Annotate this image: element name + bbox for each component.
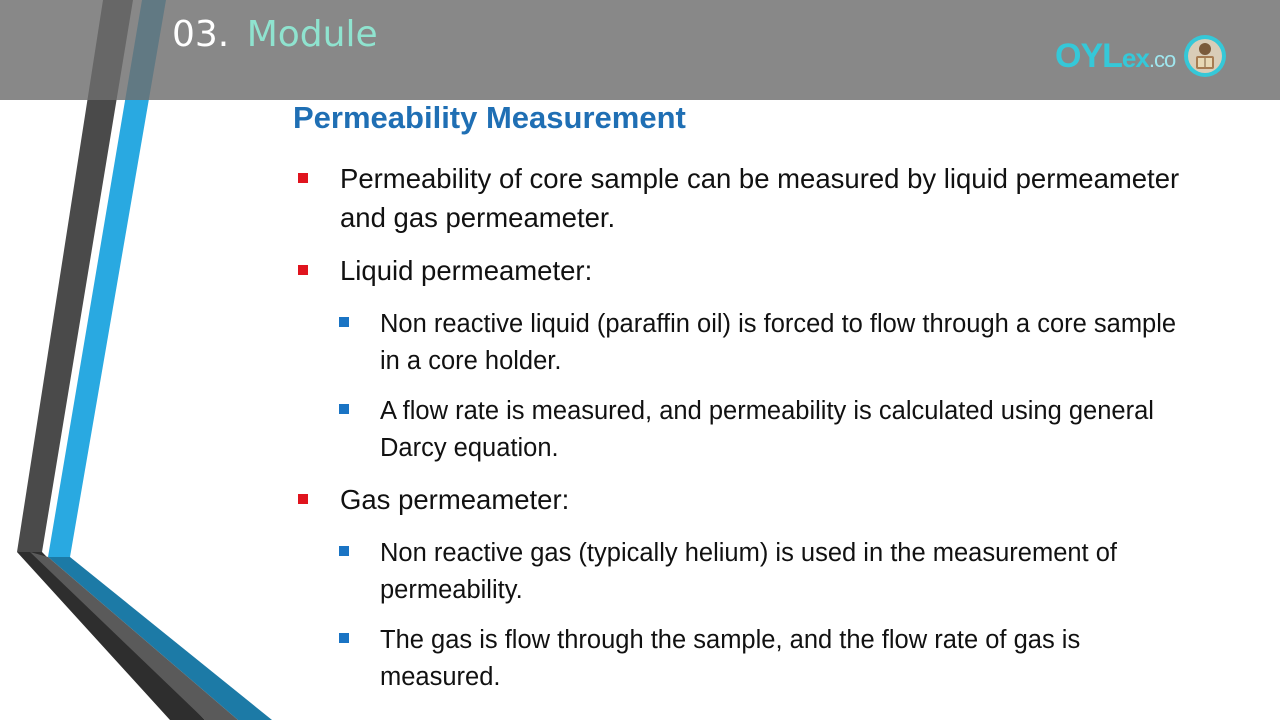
sub-bullet-item xyxy=(293,622,1193,696)
logo-text-co: .co xyxy=(1148,46,1176,72)
sub-bullet-text: A flow rate is measured, and permeability is calculated using general Darcy equation. xyxy=(380,397,1154,462)
slide-content xyxy=(293,96,1193,696)
sub-bullet-text: The gas is flow through the sample, and the flow rate of gas is measured. xyxy=(380,626,1081,691)
square-bullet-icon xyxy=(339,633,349,643)
sub-bullet-item xyxy=(293,306,1193,380)
slide-heading: Permeability Measurement xyxy=(293,100,686,135)
module-number: 03. xyxy=(172,14,230,55)
sub-bullet-text: Non reactive gas (typically helium) is used in the measurement of permeability. xyxy=(380,539,1117,604)
bullet-text: Liquid permeameter: xyxy=(340,255,593,286)
logo-text-ex: ex xyxy=(1121,42,1149,73)
sub-bullet-text: Non reactive liquid (paraffin oil) is forced to flow through a core sample in a core holder. xyxy=(380,310,1177,375)
logo-text xyxy=(1055,37,1175,76)
module-label: Module xyxy=(246,14,378,55)
module-title xyxy=(172,10,378,60)
sub-bullet-item xyxy=(293,535,1193,609)
reader-avatar-icon xyxy=(1183,34,1227,78)
sub-bullet-item xyxy=(293,393,1193,467)
bullet-item xyxy=(293,159,1193,237)
bullet-item xyxy=(293,480,1193,519)
square-bullet-icon xyxy=(339,317,349,327)
logo-text-main: OYL xyxy=(1055,36,1122,75)
bullet-text: Permeability of core sample can be measured by liquid permeameter and gas permeameter. xyxy=(340,163,1180,233)
square-bullet-icon xyxy=(298,173,308,183)
brand-logo xyxy=(1055,32,1227,80)
square-bullet-icon xyxy=(339,546,349,556)
bullet-text: Gas permeameter: xyxy=(340,484,570,515)
square-bullet-icon xyxy=(298,494,308,504)
square-bullet-icon xyxy=(298,265,308,275)
square-bullet-icon xyxy=(339,404,349,414)
bullet-item xyxy=(293,251,1193,290)
